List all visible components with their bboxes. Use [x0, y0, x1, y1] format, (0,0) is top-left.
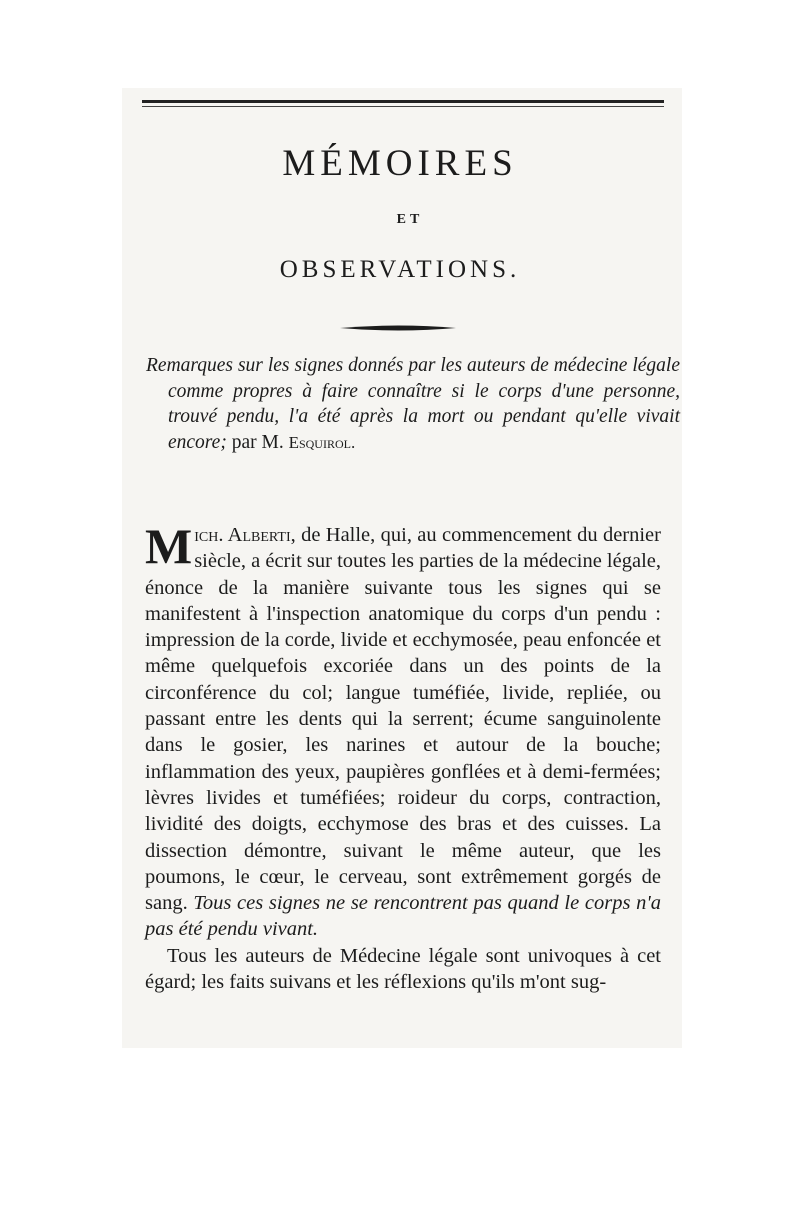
abstract-author: Esquirol. [288, 432, 356, 452]
section-subtitle: OBSERVATIONS. [279, 256, 521, 283]
author-name: ich. Alberti [194, 524, 291, 546]
paragraph-2: Tous les auteurs de Médecine légale sont univoques à cet égard; les faits suivans et les réflexions qu'ils m'ont sug- [145, 944, 661, 994]
paragraph-1-text: , de Halle, qui, au commencement du dernier siècle, a écrit sur toutes les parties de la médecine légale, énonce de la manière suivante tous les signes qui se manifestent à l'inspection anatomique du corps d'un pendu : impression de la corde, livide et ecchymosée, peau enfoncée et même quelquefois excoriée dans un des points de la circonférence du col; langue tuméfiée, livide, repliée, ou passant entre les dents qui la serrent; écume sanguinolente dans le gosier, les narines et autour de la bouche; inflammation des yeux, paupières gonflées et à demi-fermées; lèvres livides et tuméfiées; roideur du corps, contraction, lividité des doigts, ecchymose des bras et des cuisses. La dissection démontre, suivant le même auteur, que les poumons, le cœur, le cerveau, sont extrêmement gorgés de sang. [145, 524, 661, 915]
paragraph-1 [145, 518, 661, 943]
header-rule-thin [142, 106, 664, 107]
article-abstract [146, 353, 680, 455]
abstract-title: Remarques sur les signes donnés par les auteurs de médecine légale comme propres à faire connaître si le corps d'une personne, trouvé pendu, l'a été après la mort ou pendant qu'elle vivait encore; [146, 355, 680, 453]
header-rule [142, 100, 664, 103]
ornamental-rule [338, 322, 458, 334]
section-title-connector: ET [396, 212, 424, 227]
drop-cap: M [145, 518, 193, 574]
paragraph-1-italic: Tous ces signes ne se rencontrent pas quand le corps n'a pas été pendu vivant. [145, 892, 661, 941]
abstract-par: par M. [231, 431, 284, 453]
article-body [145, 518, 661, 995]
section-title: MÉMOIRES [282, 143, 518, 184]
